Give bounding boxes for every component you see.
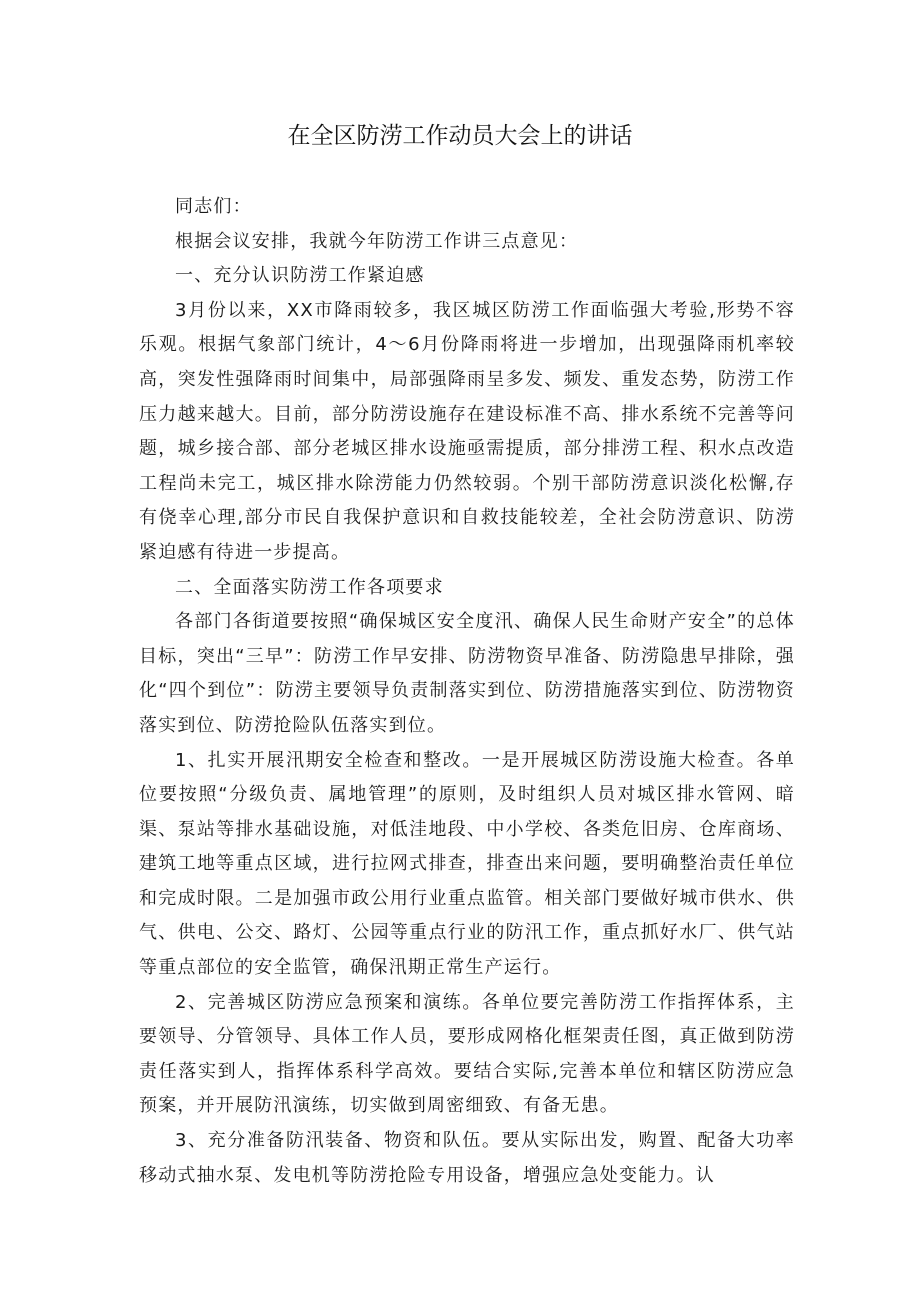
salutation: 同志们： <box>175 196 252 217</box>
body-paragraph: 3月份以来，XX市降雨较多，我区城区防涝工作面临强大考验,形势不容乐观。根据气象部门统计，4～6月份降雨将进一步增加，出现强降雨机率较高，突发性强降雨时间集中，局部强降雨呈多发、频发、重发态势，防涝工作压力越来越大。目前，部分防涝设施存在建设标准不高、排水系统不完善等问题，城乡接合部、部分老城区排水设施亟需提质，部分排涝工程、积水点改造工程尚未完工，城区排水除涝能力仍然较弱。个别干部防涝意识淡化松懈,存有侥幸心理,部分市民自我保护意识和自救技能较差，全社会防涝意识、防涝紧迫感有待进一步提高。 <box>139 299 795 563</box>
body-paragraph: 1、扎实开展汛期安全检查和整改。一是开展城区防涝设施大检查。各单位要按照“分级负责、属地管理”的原则，及时组织人员对城区排水管网、暗渠、泵站等排水基础设施，对低洼地段、中小学校、各类危旧房、仓库商场、建筑工地等重点区域，进行拉网式排查，排查出来问题，要明确整治责任单位和完成时限。二是加强市政公用行业重点监管。相关部门要做好城市供水、供气、供电、公交、路灯、公园等重点行业的防汛工作，重点抓好水厂、供气站等重点部位的安全监管，确保汛期正常生产运行。 <box>139 749 795 979</box>
section-heading-1: 一、充分认识防涝工作紧迫感 <box>175 265 425 287</box>
section-heading-2: 二、全面落实防涝工作各项要求 <box>175 576 444 598</box>
document-title: 在全区防涝工作动员大会上的讲话 <box>287 123 633 149</box>
document-body <box>139 190 795 1193</box>
body-paragraph: 3、充分准备防汛装备、物资和队伍。要从实际出发，购置、配备大功率移动式抽水泵、发电机等防涝抢险专用设备，增强应急处变能力。认 <box>139 1130 795 1186</box>
intro-paragraph: 根据会议安排，我就今年防涝工作讲三点意见： <box>175 230 579 252</box>
body-paragraph: 各部门各街道要按照“确保城区安全度汛、确保人民生命财产安全”的总体目标，突出“三早”：防涝工作早安排、防涝物资早准备、防涝隐患早排除，强化“四个到位”：防涝主要领导负责制落实到位、防涝措施落实到位、防涝物资落实到位、防涝抢险队伍落实到位。 <box>139 611 795 736</box>
body-paragraph: 2、完善城区防涝应急预案和演练。各单位要完善防涝工作指挥体系，主要领导、分管领导、具体工作人员，要形成网格化框架责任图，真正做到防涝责任落实到人，指挥体系科学高效。要结合实际,完善本单位和辖区防涝应急预案，并开展防汛演练，切实做到周密细致、有备无患。 <box>139 991 795 1117</box>
